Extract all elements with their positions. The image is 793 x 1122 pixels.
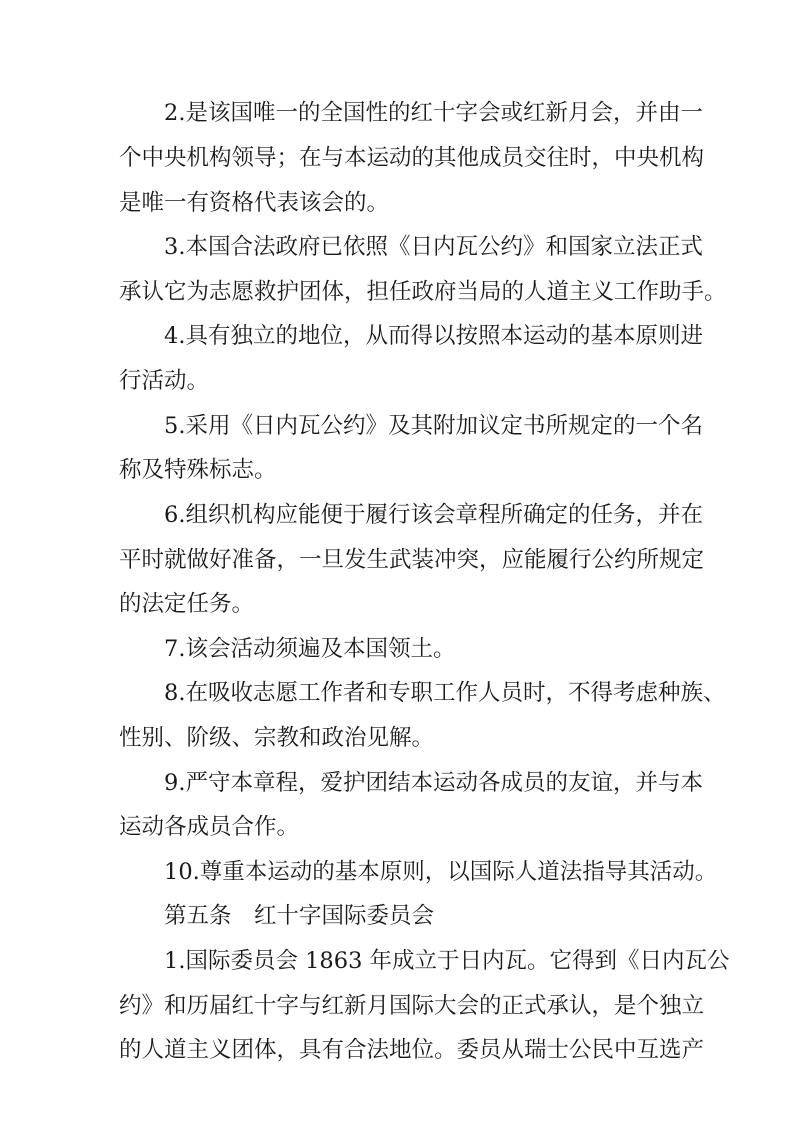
text-line: 约》和历届红十字与红新月国际大会的正式承认，是个独立	[119, 993, 705, 1019]
text-line: 5.采用《日内瓦公约》及其附加议定书所规定的一个名	[164, 413, 703, 439]
text-line: 4.具有独立的地位，从而得以按照本运动的基本原则进	[164, 323, 703, 349]
text-line: 称及特殊标志。	[119, 457, 277, 483]
text-line: 1.国际委员会 1863 年成立于日内瓦。它得到《日内瓦公	[164, 948, 730, 974]
text-line: 7.该会活动须遍及本国领土。	[164, 636, 456, 662]
text-line: 9.严守本章程，爱护团结本运动各成员的友谊，并与本	[164, 770, 703, 796]
text-line: 10.尊重本运动的基本原则，以国际人道法指导其活动。	[164, 859, 718, 885]
text-line: 6.组织机构应能便于履行该会章程所确定的任务，并在	[164, 502, 703, 528]
text-line: 平时就做好准备，一旦发生武装冲突，应能履行公约所规定	[119, 547, 705, 573]
text-line: 的人道主义团体，具有合法地位。委员从瑞士公民中互选产	[119, 1037, 705, 1063]
text-line: 承认它为志愿救护团体，担任政府当局的人道主义工作助手。	[119, 279, 727, 305]
section-heading: 第五条 红十字国际委员会	[164, 903, 435, 929]
text-line: 行活动。	[119, 368, 210, 394]
text-line: 个中央机构领导；在与本运动的其他成员交往时，中央机构	[119, 145, 705, 171]
text-line: 是唯一有资格代表该会的。	[119, 190, 390, 216]
text-line: 的法定任务。	[119, 591, 255, 617]
text-line: 3.本国合法政府已依照《日内瓦公约》和国家立法正式	[164, 234, 703, 260]
text-line: 2.是该国唯一的全国性的红十字会或红新月会，并由一	[164, 100, 703, 126]
text-line: 8.在吸收志愿工作者和专职工作人员时，不得考虑种族、	[164, 680, 726, 706]
text-line: 性别、阶级、宗教和政治见解。	[119, 725, 435, 751]
text-line: 运动各成员合作。	[119, 814, 300, 840]
